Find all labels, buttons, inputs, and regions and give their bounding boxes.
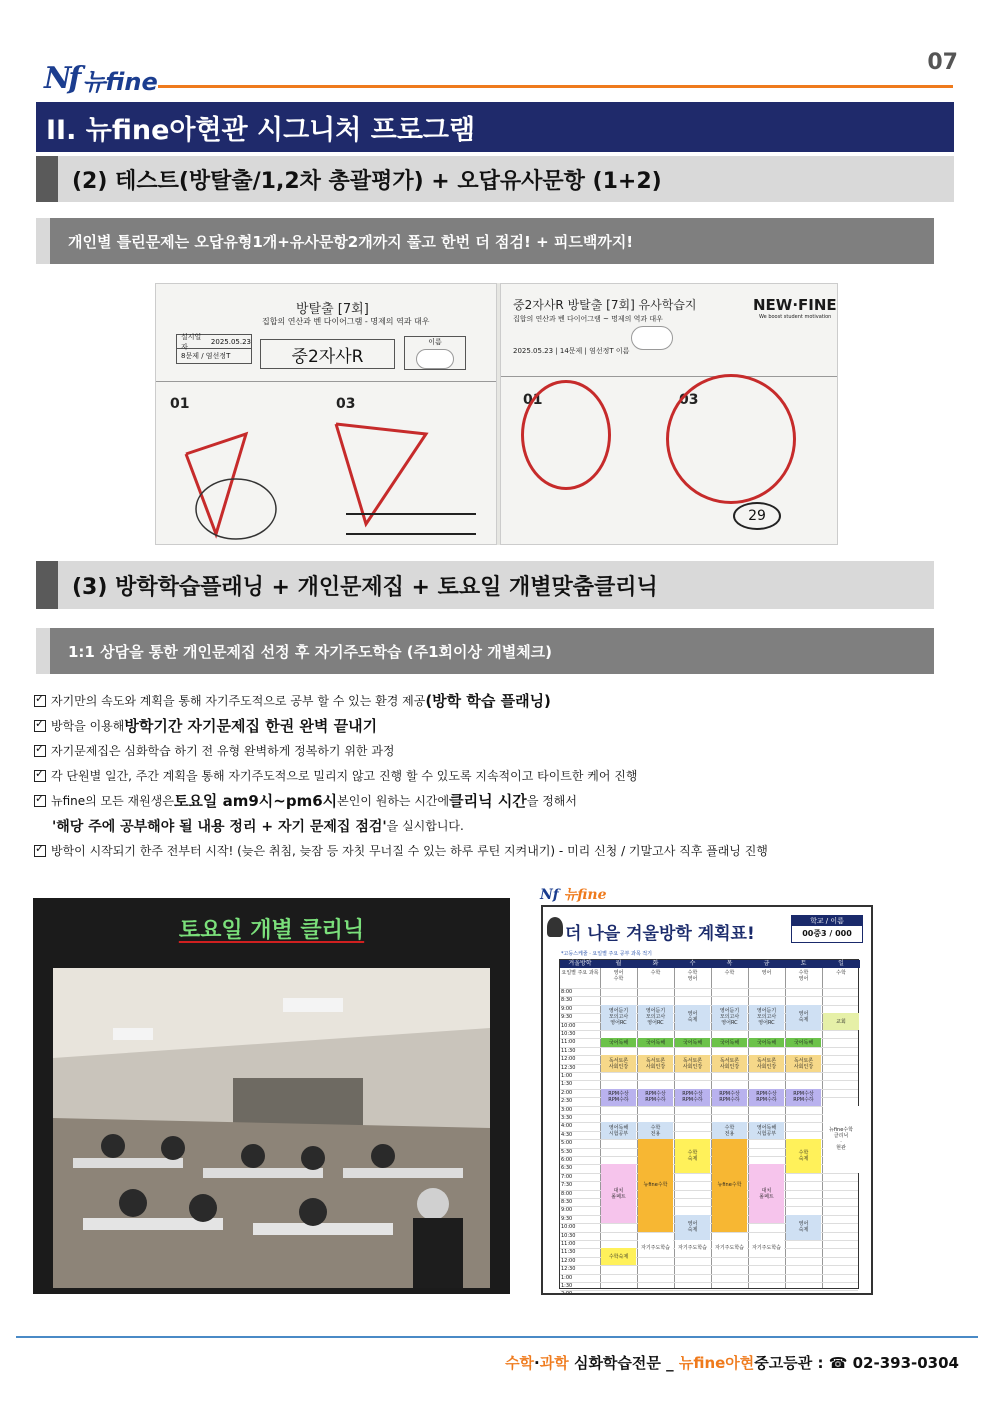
newfine-brand-mark: NEW·FINE (753, 296, 837, 314)
planner-time-row: 10:30 (560, 1232, 858, 1240)
planner-block: 영어듣기 모의고사 영어RC (601, 1005, 636, 1030)
planner-subject-cell: 수학 (650, 970, 661, 976)
page-number: 07 (927, 50, 958, 75)
planner-block: 영어 숙제 (675, 1005, 710, 1030)
planner-time-row: 9:30 (560, 1013, 858, 1021)
planner-day-header: 일 (822, 960, 860, 968)
footer-phone: 중고등관 : ☎ 02-393-0304 (754, 1354, 959, 1372)
planner-subject-cell: 수학 (724, 970, 735, 976)
planner-block: 독서토론 사회인강 (749, 1055, 784, 1072)
planner-time-row: 10:00 (560, 1223, 858, 1231)
planner-block: 뉴fine수학 클리닉 · 현관 (823, 1106, 859, 1173)
checkbox-icon (34, 770, 46, 782)
planner-time-row: 1:00 (560, 1274, 858, 1282)
planner-time-row: 12:00 (560, 1055, 858, 1063)
checklist-text: 자기문제집은 심화학습 하기 전 유형 완벽하게 정복하기 위한 과정 (51, 744, 395, 758)
left-q3-number: 03 (336, 396, 356, 412)
right-paper-title: 중2자사R 방탈출 [7회] 유사학습지 (513, 298, 697, 312)
left-test-paper (155, 283, 497, 545)
planner-block: 국어독해 (749, 1038, 784, 1046)
checklist-highlight: (방학 학습 플래닝) (425, 692, 551, 710)
planner-block: 대치 폴페트 (601, 1164, 636, 1223)
checkbox-icon (34, 845, 46, 857)
checklist-text: 을 실시합니다. (386, 819, 464, 833)
planner-block: 자기주도학습 (638, 1240, 673, 1257)
paper-divider (501, 376, 837, 377)
planner-block: 국어독해 (601, 1038, 636, 1046)
clinic-title: 토요일 개별 클리닉 (178, 917, 365, 943)
planner-time-row: 8:30 (560, 996, 858, 1004)
checklist-item (34, 688, 954, 713)
planner-block: 영어듣기 모의고사 영어RC (638, 1005, 673, 1030)
footer-contact (505, 1352, 959, 1373)
planner-day-header: 금 (748, 960, 785, 968)
checklist-item (34, 838, 954, 863)
planner-block: 대치 폴페트 (749, 1164, 784, 1223)
planner-time-row: 11:30 (560, 1047, 858, 1055)
planner-time-row: 2:00 (560, 1089, 858, 1097)
planner-time-row: 4:00 (560, 1122, 858, 1130)
planner-day-header: 토 (785, 960, 822, 968)
planner-time-row: 12:30 (560, 1265, 858, 1273)
planner-block: 교회 (823, 1013, 859, 1030)
planner-block: 독서토론 사회인강 (675, 1055, 710, 1072)
checklist-highlight: 방학기간 자기문제집 한권 완벽 끝내기 (124, 717, 378, 735)
planner-time-row: 2:30 (560, 1097, 858, 1105)
planner-block: 영어듣기 모의고사 영어RC (749, 1005, 784, 1030)
planner-time-row: 10:00 (560, 1022, 858, 1030)
planner-block: 영어 숙제 (786, 1005, 821, 1030)
planner-block: 영어듣기 모의고사 영어RC (712, 1005, 747, 1030)
planner-day-header: 화 (637, 960, 674, 968)
planner-time-row: 12:00 (560, 1257, 858, 1265)
classroom-photo (53, 968, 490, 1288)
cloud-icon (631, 326, 673, 350)
planner-name-box (791, 915, 863, 943)
footer-math: 수학 (505, 1354, 535, 1372)
planner-block: 국어독해 (786, 1038, 821, 1046)
planner-note: *고등스케줄 · 요일별 주요 공부 과목 적기 (561, 951, 652, 957)
planner-time-row: 5:00 (560, 1139, 858, 1147)
planner-box-value: 00중3 / 000 (802, 929, 852, 938)
planner-block: 수학 전용 (712, 1122, 747, 1139)
planner-row-label: 요일별 주요 과목 (561, 970, 599, 976)
mascot-icon (547, 917, 563, 937)
planner-day-header: 겨울방학 (560, 960, 600, 968)
red-correction-circle (521, 380, 611, 490)
winter-planner (541, 905, 873, 1295)
part2-subheading: 개인별 틀린문제는 오답유형1개+유사문항2개까지 풀고 한번 더 점검! + 피드백까지! (36, 218, 934, 264)
header-divider (158, 85, 953, 88)
planner-time-row: 3:30 (560, 1114, 858, 1122)
planner-subject-cell: 수학 (836, 970, 846, 976)
planner-block: 영어독해 시험공부 (601, 1122, 636, 1139)
name-label: 이름 (428, 338, 442, 346)
planner-block: 수학숙제 (601, 1248, 636, 1265)
date-label: 실시일자 (181, 332, 202, 351)
planner-subject-cell: 수학 영어 (798, 970, 809, 982)
planner-time-row: 11:00 (560, 1240, 858, 1248)
planner-block: RPM수상 RPM수하 (786, 1089, 821, 1106)
checkbox-icon (34, 695, 46, 707)
planner-block: 영어 숙제 (675, 1215, 710, 1240)
planner-time-row: 8:00 (560, 1190, 858, 1198)
planner-block: 국어독해 (712, 1038, 747, 1046)
planner-time-row: 2:00 (560, 1290, 858, 1295)
planner-block: RPM수상 RPM수하 (749, 1089, 784, 1106)
footer-text: 심화학습전문 _ (568, 1354, 679, 1372)
planner-block: 독서토론 사회인강 (601, 1055, 636, 1072)
left-paper-title: 방탈출 [7회] (296, 302, 369, 317)
logo-mark: Nf (44, 61, 79, 96)
planner-block: 영어독해 시험공부 (749, 1122, 784, 1139)
planner-box-label: 학교 / 이름 (792, 916, 862, 926)
planner-time-row: 1:30 (560, 1080, 858, 1088)
checklist-text: 방학이 시작되기 한주 전부터 시작! (늦은 취침, 늦잠 등 자칫 무너질 수 있는 하루 루틴 지켜내기) - 미리 신청 / 기말고사 직후 플래닝 진행 (51, 844, 768, 858)
right-paper-meta: 2025.05.23 | 14문제 | 염선정T 이름 (513, 347, 630, 355)
planner-time-row: 11:00 (560, 1038, 858, 1046)
planner-time-row: 8:00 (560, 988, 858, 996)
checklist-highlight: 토요일 am9시~pm6시 (173, 792, 338, 810)
checklist (34, 688, 954, 863)
checklist-text: 방학을 이용해 (51, 719, 125, 733)
footer-divider (16, 1336, 978, 1338)
planner-time-row: 9:00 (560, 1206, 858, 1214)
planner-time-row: 5:30 (560, 1148, 858, 1156)
planner-time-row: 1:00 (560, 1072, 858, 1080)
planner-time-row: 12:30 (560, 1064, 858, 1072)
left-q1-number: 01 (170, 396, 190, 412)
planner-time-row: 4:30 (560, 1131, 858, 1139)
planner-block: 자기주도학습 (675, 1240, 710, 1257)
left-paper-subtitle: 집합의 연산과 벤 다이어그램 - 명제의 역과 대우 (262, 317, 430, 326)
planner-block: 국어독해 (675, 1038, 710, 1046)
saturday-clinic-photo (33, 898, 510, 1294)
planner-time-row: 10:30 (560, 1030, 858, 1038)
planner-block: 국어독해 (638, 1038, 673, 1046)
planner-time-row: 1:30 (560, 1282, 858, 1290)
planner-subject-cell: 영어 수학 (613, 970, 624, 982)
right-paper-subtitle: 집합의 연산과 벤 다이어그램 ~ 명제의 역과 대우 (513, 315, 663, 323)
planner-block: 수학 숙제 (675, 1139, 710, 1173)
planner-grid (559, 959, 859, 1295)
planner-time-row: 7:30 (560, 1181, 858, 1189)
newfine-logo (44, 58, 158, 94)
left-paper-meta: 8문제 / 염선정T (181, 352, 231, 360)
right-q3-number: 03 (679, 392, 699, 408)
planner-block: 뉴fine수학 (712, 1139, 747, 1231)
handwriting-marks (156, 284, 498, 545)
planner-time-row: 7:00 (560, 1173, 858, 1181)
planner-block: 독서토론 사회인강 (712, 1055, 747, 1072)
checkbox-icon (34, 795, 46, 807)
checklist-item (34, 738, 954, 763)
planner-block: 영어 숙제 (786, 1215, 821, 1240)
right-q1-number: 01 (523, 392, 543, 408)
footer-branch: 뉴fine아현 (678, 1354, 755, 1372)
planner-time-row: 9:30 (560, 1215, 858, 1223)
part3-heading: (3) 방학학습플래닝 + 개인문제집 + 토요일 개별맞춤클리닉 (36, 561, 934, 609)
footer-science: 과학 (539, 1354, 569, 1372)
planner-block: 수학 전용 (638, 1122, 673, 1139)
planner-subject-cell: 수학 영어 (687, 970, 698, 982)
section-title: II. 뉴fine아현관 시그니처 프로그램 (36, 102, 954, 152)
logo-text: 뉴fine (82, 68, 158, 96)
planner-time-row: 11:30 (560, 1248, 858, 1256)
planner-subject-cell: 영어 (761, 970, 772, 976)
checklist-text: 자기만의 속도와 계획을 통해 자기주도적으로 공부 할 수 있는 환경 제공 (51, 694, 426, 708)
red-correction-circle (666, 374, 796, 504)
planner-time-row: 6:00 (560, 1156, 858, 1164)
planner-time-row: 8:30 (560, 1198, 858, 1206)
checklist-highlight: '해당 주에 공부해야 될 내용 정리 + 자기 문제집 점검' (52, 818, 387, 835)
checkbox-icon (34, 720, 46, 732)
planner-time-row: 9:00 (560, 1005, 858, 1013)
planner-block: 자기주도학습 (749, 1240, 784, 1257)
part2-heading: (2) 테스트(방탈출/1,2차 총괄평가) + 오답유사문항 (1+2) (36, 156, 954, 202)
planner-block: RPM수상 RPM수하 (601, 1089, 636, 1106)
newfine-brand-sub: We boost student motivation (759, 314, 832, 320)
planner-block: 독서토론 사회인강 (638, 1055, 673, 1072)
planner-title: 더 나을 겨울방학 계획표! (565, 924, 755, 944)
planner-block: 독서토론 사회인강 (786, 1055, 821, 1072)
checklist-item (34, 763, 954, 788)
planner-time-row: 3:00 (560, 1106, 858, 1114)
checkbox-icon (34, 745, 46, 757)
checklist-text: 뉴fine의 모든 재원생은 (51, 794, 174, 808)
planner-logo-text: 뉴fine (563, 887, 607, 903)
planner-block: RPM수상 RPM수하 (675, 1089, 710, 1106)
footer-dot: · (534, 1354, 540, 1372)
planner-day-header: 월 (600, 960, 637, 968)
checklist-item (34, 788, 954, 813)
planner-logo (540, 884, 607, 904)
checklist-text: 각 단원별 일간, 주간 계획을 통해 자기주도적으로 밀리지 않고 진행 할 수 있도록 지속적이고 타이트한 케어 진행 (51, 769, 638, 783)
planner-block: 뉴fine수학 (638, 1139, 673, 1231)
checklist-highlight: 클리닉 시간 (449, 792, 527, 810)
right-test-paper (500, 283, 838, 545)
checklist-text: 을 정해서 (526, 794, 577, 808)
planner-block: RPM수상 RPM수하 (712, 1089, 747, 1106)
checklist-item-continued (34, 813, 954, 838)
planner-block: 자기주도학습 (712, 1240, 747, 1257)
checklist-item (34, 713, 954, 738)
planner-block: 수학 숙제 (786, 1139, 821, 1173)
part3-subheading: 1:1 상담을 통한 개인문제집 선정 후 자기주도학습 (주1회이상 개별체크) (36, 628, 934, 674)
planner-time-row: 6:30 (560, 1164, 858, 1172)
planner-block: RPM수상 RPM수하 (638, 1089, 673, 1106)
score-circle: 29 (733, 502, 781, 530)
class-name-box: 중2자사R (260, 339, 395, 369)
date-value: 2025.05.23 (210, 337, 251, 346)
planner-day-header: 목 (711, 960, 748, 968)
planner-day-header: 수 (674, 960, 711, 968)
test-papers-photo (155, 283, 838, 545)
planner-logo-mark: Nf (540, 887, 559, 903)
checklist-text: 본인이 원하는 시간에 (337, 794, 450, 808)
